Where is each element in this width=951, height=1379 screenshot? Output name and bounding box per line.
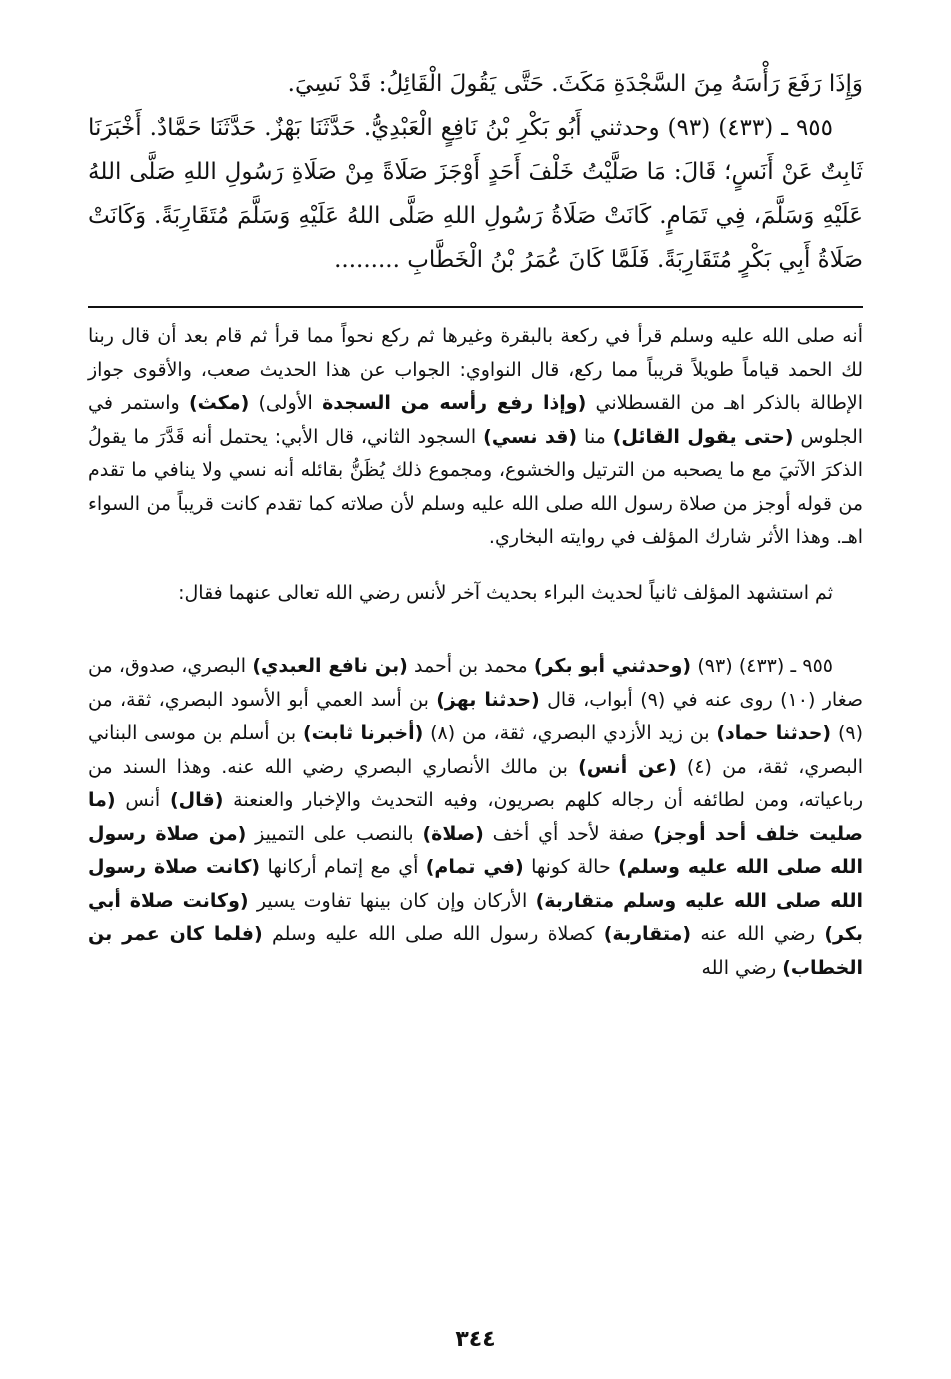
- commentary-quote: (فلما كان عمر بن الخطاب): [88, 923, 863, 979]
- page-number: ٣٤٤: [455, 1327, 496, 1352]
- commentary-text: السجود الثاني، قال الأبي: يحتمل أنه قَدَّرَ ما يقولُ الذكرَ الآتيَ مع ما يصحبه من الترتيل والخشوع، ومجموع ذلك يُظَنُّ بقائله أنه نسي ولا ينافي ما تقدم من قوله أوجز من صلاة رسول الله صلى الله عليه وسلم لأن صلاته كما تقدم كانت قريباً من السواء اهـ. وهذا الأثر شارك المؤلف في روايته البخاري.: [88, 425, 863, 548]
- commentary-text: رضي الله عنه: [691, 923, 825, 945]
- commentary-text: ٩٥٥ ـ (٤٣٣) (٩٣): [691, 655, 833, 677]
- commentary-text: الأولى): [249, 392, 323, 414]
- commentary-text: الأركان وإن كان بينها تفاوت يسير: [248, 889, 536, 912]
- commentary-quote: (وكانت صلاة أبي بكر): [88, 889, 864, 945]
- commentary-text: بن أسلم بن موسى البناني البصري، ثقة، من (٤): [88, 722, 864, 778]
- commentary-text: محمد بن أحمد: [407, 655, 534, 677]
- commentary-text: بن مالك الأنصاري البصري رضي الله عنه. وهذا السند من رباعياته، ومن لطائفه أن رجاله كلهم بصريون، وفيه التحديث والإخبار والعنعنة: [88, 755, 863, 811]
- commentary-quote: (أخبرنا ثابت): [302, 722, 424, 744]
- commentary-quote: (حدثنا بهز): [436, 688, 540, 711]
- hadith-continuation-line: وَإِذَا رَفَعَ رَأْسَهُ مِنَ السَّجْدَةِ مَكَثَ. حَتَّى يَقُولَ الْقَائِلُ: قَدْ نَسِيَ.: [287, 71, 863, 97]
- hadith-text-block: [88, 62, 863, 282]
- commentary-quote: (حدثنا حماد): [716, 722, 832, 744]
- commentary-paragraph-1: [88, 320, 863, 555]
- commentary-paragraph-3: [88, 650, 863, 985]
- commentary-quote: (ما صليت خلف أحد أوجز): [88, 789, 863, 845]
- commentary-quote: (كانت صلاة رسول الله صلى الله عليه وسلم متقاربة): [88, 856, 863, 912]
- commentary-quote: (وإذا رفع رأسه من السجدة: [322, 392, 587, 414]
- commentary-quote: (مكث): [188, 392, 250, 414]
- commentary-text: بن أسد العمي أبو الأسود البصري، ثقة، من (٩): [88, 688, 863, 744]
- commentary-quote: (قد نسي): [483, 425, 578, 448]
- commentary-quote: (حتى يقول القائل): [612, 425, 794, 448]
- commentary-quote: (صلاة): [422, 822, 484, 845]
- commentary-quote: (قال): [169, 789, 224, 811]
- commentary-text: البصري، صدوق، من صغار (١٠) روى عنه في (٩) أبواب، قال: [88, 655, 863, 711]
- commentary-quote: (بن نافع العبدي): [252, 655, 408, 677]
- commentary-text: أي مع إتمام أركانها: [260, 856, 426, 878]
- commentary-paragraph-2: ثم استشهد المؤلف ثانياً لحديث البراء بحديث آخر لأنس رضي الله تعالى عنهما فقال:: [178, 581, 833, 604]
- hadith-955-text: ٩٥٥ ـ (٤٣٣) (٩٣) وحدثني أَبُو بَكْرِ بْنُ نَافِعٍ الْعَبْدِيُّ. حَدَّثَنَا بَهْزٌ. حَدَّثَنَا حَمَّادٌ. أَخْبَرَنَا ثَابِتٌ عَنْ أَنَسٍ؛ قَالَ: مَا صَلَّيْتُ خَلْفَ أَحَدٍ أَوْجَزَ صَلَاةً مِنْ صَلَاةِ رَسُولِ اللهِ صَلَّى اللهُ عَلَيْهِ وَسَلَّمَ، فِي تَمَامٍ. كَانَتْ صَلَاةُ رَسُولِ اللهِ صَلَّى اللهُ عَلَيْهِ وَسَلَّمَ مُتَقَارِبَةً. وَكَانَتْ صَلَاةُ أَبِي بَكْرٍ مُتَقَارِبَةً. فَلَمَّا كَانَ عُمَرُ بْنُ الْخَطَّابِ .........: [88, 115, 863, 273]
- commentary-quote: (من صلاة رسول الله صلى الله عليه وسلم): [88, 822, 864, 878]
- commentary-text: كصلاة رسول الله صلى الله عليه وسلم: [262, 923, 604, 945]
- commentary-quote: (عن أنس): [578, 755, 677, 778]
- commentary-text: منا: [577, 425, 613, 448]
- commentary-text: أنه صلى الله عليه وسلم قرأ في ركعة بالبقرة وغيرها ثم ركع نحواً مما قرأ ثم قام بعد أن قال ربنا لك الحمد قياماً طويلاً قريباً مما ركع، قال النواوي: الجواب عن هذا الحديث صعب، والأقوى جواز الإطالة بالذكر اهـ من القسطلاني: [88, 325, 863, 414]
- commentary-quote: (متقاربة): [603, 923, 692, 945]
- commentary-text: بن زيد الأزدي البصري، ثقة، من (٨): [423, 722, 717, 744]
- commentary-quote: (في تمام): [425, 856, 524, 878]
- book-page: [88, 62, 863, 1352]
- commentary-text: أنس: [115, 789, 170, 811]
- footnote-divider: [88, 306, 863, 308]
- commentary-text: صفة لأحد أي أخف: [483, 822, 654, 845]
- commentary-text: رضي الله: [701, 956, 783, 979]
- commentary-text: حالة كونها: [523, 856, 619, 878]
- commentary-block: [88, 320, 863, 985]
- commentary-text: بالنصب على التمييز: [246, 822, 423, 845]
- commentary-quote: (وحدثني أبو بكر): [533, 655, 692, 677]
- commentary-text: واستمر في الجلوس: [88, 392, 864, 448]
